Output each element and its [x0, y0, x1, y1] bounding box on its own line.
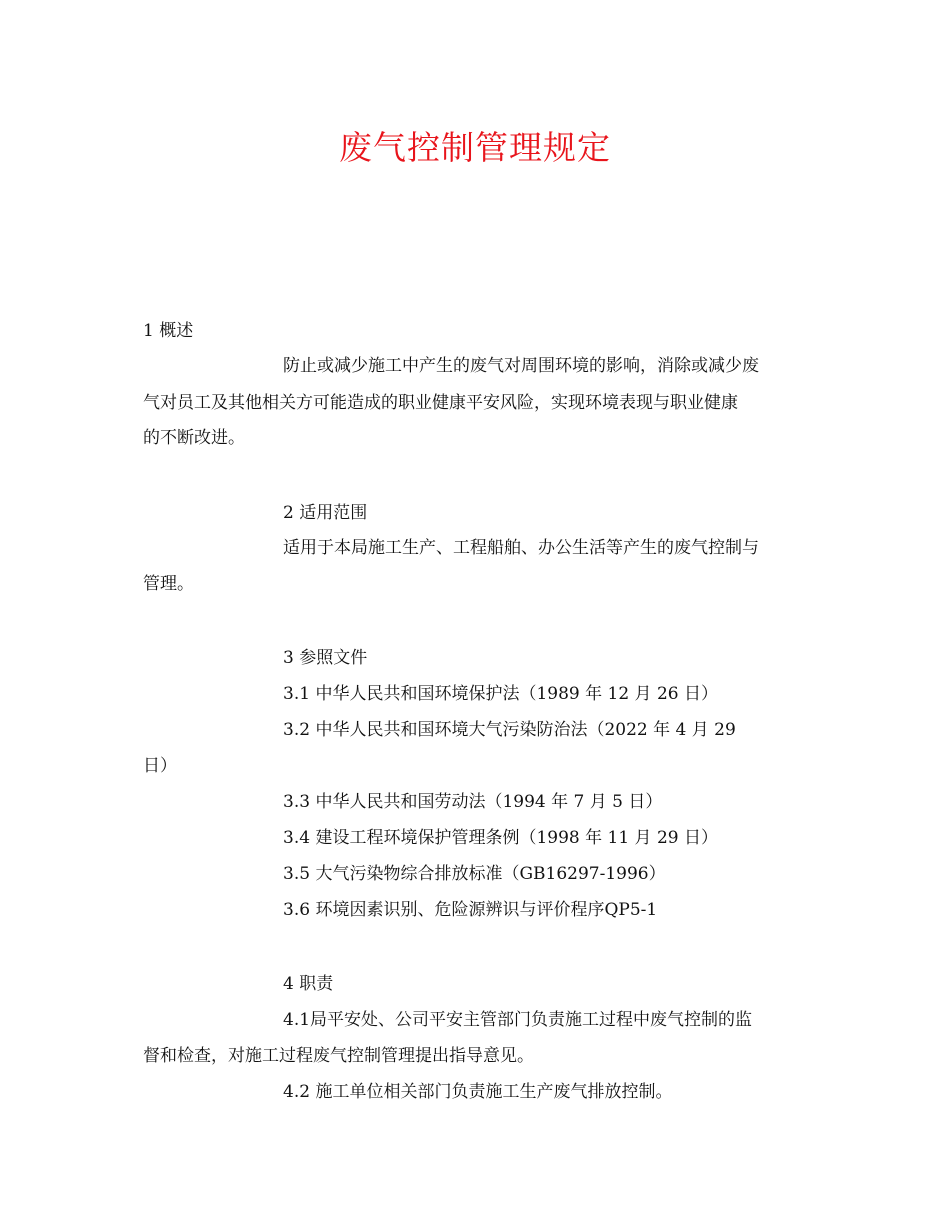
section-2-heading: 2 适用范围 [283, 503, 368, 523]
responsibility-item: 4.2 施工单位相关部门负责施工生产废气排放控制。 [283, 1082, 673, 1102]
reference-item: 3.1 中华人民共和国环境保护法（1989 年 12 月 26 日） [283, 684, 718, 704]
reference-item: 3.4 建设工程环境保护管理条例（1998 年 11 月 29 日） [283, 828, 718, 848]
section-2-paragraph-line: 适用于本局施工生产、工程船舶、办公生活等产生的废气控制与 [283, 538, 759, 558]
section-1-paragraph-line: 的不断改进。 [143, 428, 245, 448]
reference-item: 3.6 环境因素识别、危险源辨识与评价程序QP5-1 [283, 900, 658, 920]
section-1-paragraph-line: 防止或减少施工中产生的废气对周围环境的影响，消除或减少废 [283, 356, 759, 376]
section-4-heading: 4 职责 [283, 974, 334, 994]
section-1-paragraph-line: 气对员工及其他相关方可能造成的职业健康平安风险，实现环境表现与职业健康 [143, 393, 738, 413]
responsibility-item: 4.1局平安处、公司平安主管部门负责施工过程中废气控制的监 [283, 1010, 753, 1030]
reference-item: 3.3 中华人民共和国劳动法（1994 年 7 月 5 日） [283, 792, 663, 812]
reference-item: 3.2 中华人民共和国环境大气污染防治法（2022 年 4 月 29 [283, 720, 736, 740]
section-2-paragraph-line: 管理。 [143, 574, 194, 594]
reference-item-continuation: 日） [143, 756, 177, 776]
section-3-heading: 3 参照文件 [283, 648, 368, 668]
document-title: 废气控制管理规定 [339, 128, 611, 167]
reference-item: 3.5 大气污染物综合排放标准（GB16297-1996） [283, 864, 666, 884]
section-1-heading: 1 概述 [143, 321, 194, 341]
responsibility-item-continuation: 督和检查，对施工过程废气控制管理提出指导意见。 [143, 1046, 534, 1066]
